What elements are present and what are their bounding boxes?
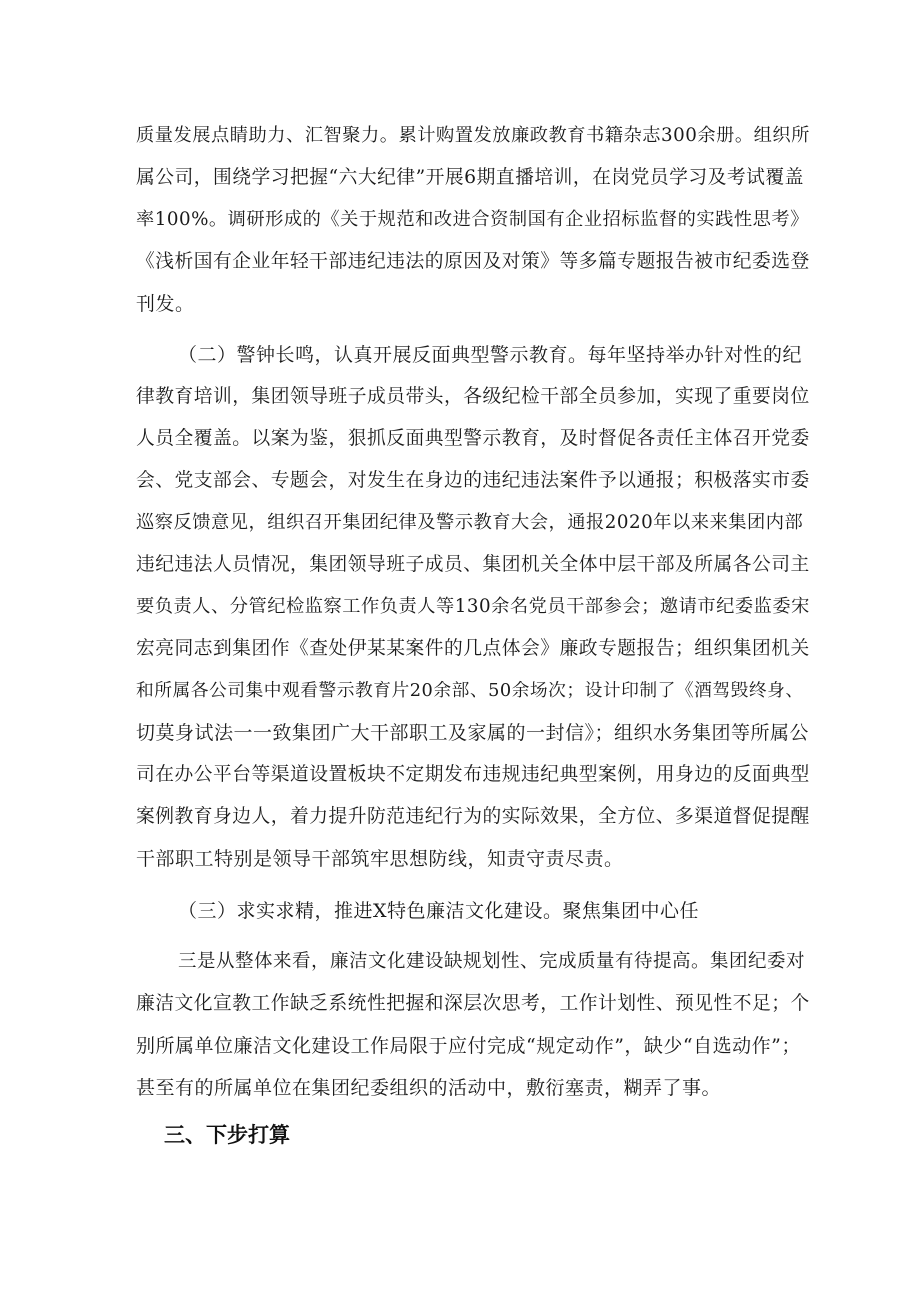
paragraph-4-line-3: 别所属单位廉洁文化建设工作局限于应付完成“规定动作”，缺少“自选动作”； [136,1035,801,1057]
paragraph-2-line-1: （二）警钟长鸣，认真开展反面典型警示教育。每年坚持举办针对性的纪 [178,344,803,366]
paragraph-1-line-5: 刊发。 [136,293,195,315]
paragraph-2-line-2: 律教育培训，集团领导班子成员带头，各级纪检干部全员参加，实现了重要岗位 [136,386,810,407]
paragraph-2-line-13: 干部职工特别是领导干部筑牢思想防线，知责守责尽责。 [136,848,624,870]
paragraph-2-line-4: 会、党支部会、专题会，对发生在身边的违纪违法案件予以通报；积极落实市委 [136,470,810,491]
paragraph-2-line-12: 案例教育身边人，着力提升防范违纪行为的实际效果，全方位、多渠道督促提醒 [136,806,810,827]
paragraph-2-line-3: 人员全覆盖。以案为鉴，狠抓反面典型警示教育，及时督促各责任主体召开党委 [136,428,810,449]
paragraph-4-line-4: 甚至有的所属单位在集团纪委组织的活动中，敷衍塞责，糊弄了事。 [136,1077,722,1099]
paragraph-1-line-3: 率100%。调研形成的《关于规范和改进合资制国有企业招标监督的实践性思考》 [136,209,809,230]
paragraph-2-line-9: 和所属各公司集中观看警示教育片20余部、50余场次；设计印制了《酒驾毁终身、 [136,681,804,701]
paragraph-2-line-11: 司在办公平台等渠道设置板块不定期发布违规违纪典型案例，用身边的反面典型 [136,764,810,785]
paragraph-4-line-2: 廉洁文化宣教工作缺乏系统性把握和深层次思考，工作计划性、预见性不足；个 [136,993,810,1014]
paragraph-3-line-1: （三）求实求精，推进X特色廉洁文化建设。聚焦集团中心任 [178,900,700,922]
paragraph-2-line-8: 宏亮同志到集团作《查处伊某某案件的几点体会》廉政专题报告；组织集团机关 [136,638,810,659]
paragraph-2-line-5: 巡察反馈意见，组织召开集团纪律及警示教育大会，通报2020年以来来集团内部 [136,512,804,533]
paragraph-2-line-7: 要负责人、分管纪检监察工作负责人等130余名党员干部参会；邀请市纪委监委宋 [136,596,810,617]
paragraph-2-line-10: 切莫身试法一一致集团广大干部职工及家属的一封信》；组织水务集团等所属公 [136,722,810,744]
paragraph-4-line-1: 三是从整体来看，廉洁文化建设缺规划性、完成质量有待提高。集团纪委对 [178,951,806,972]
section-heading: 三、下步打算 [164,1123,290,1147]
paragraph-1-line-4: 《浅析国有企业年轻干部违纪违法的原因及对策》等多篇专题报告被市纪委选登 [136,251,810,272]
paragraph-1-line-2: 属公司，围绕学习把握“六大纪律”开展6期直播培训，在岗党员学习及考试覆盖 [136,167,804,188]
paragraph-2-line-6: 违纪违法人员情况，集团领导班子成员、集团机关全体中层干部及所属各公司主 [136,554,810,575]
paragraph-1-line-1: 质量发展点睛助力、汇智聚力。累计购置发放廉政教育书籍杂志300余册。组织所 [136,125,810,146]
